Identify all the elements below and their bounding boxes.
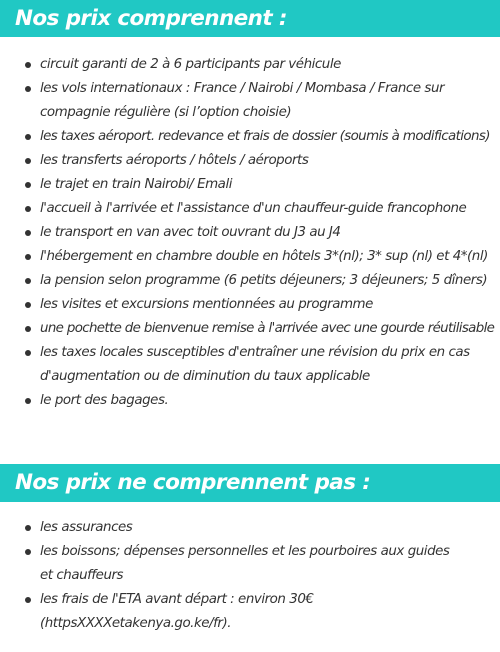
list-item: les transferts aéroports / hôtels / aéroports: [0, 149, 500, 173]
excluded-list: [0, 516, 500, 636]
list-item: les taxes aéroport. redevance et frais de dossier (soumis à modifications): [0, 125, 500, 149]
excluded-section-title: Nos prix ne comprennent pas :: [0, 464, 500, 502]
list-item: circuit garanti de 2 à 6 participants par véhicule: [0, 53, 500, 77]
list-item: les visites et excursions mentionnées au programme: [0, 293, 500, 317]
list-item: une pochette de bienvenue remise à l'arrivée avec une gourde réutilisable: [0, 317, 500, 341]
list-item: l'accueil à l'arrivée et l'assistance d'un chauffeur-guide francophone: [0, 197, 500, 221]
list-item: le trajet en train Nairobi/ Emali: [0, 173, 500, 197]
list-item: la pension selon programme (6 petits déjeuners; 3 déjeuners; 5 dîners): [0, 269, 500, 293]
list-item: les assurances: [0, 516, 500, 540]
included-list: [0, 53, 500, 413]
included-section-title: Nos prix comprennent :: [0, 0, 500, 37]
list-item: les vols internationaux : France / Nairobi / Mombasa / France sur compagnie régulière (si l’option choisie): [0, 77, 500, 125]
list-item: l'hébergement en chambre double en hôtels 3*(nl); 3* sup (nl) et 4*(nl): [0, 245, 500, 269]
list-item: le port des bagages.: [0, 389, 500, 413]
list-item: le transport en van avec toit ouvrant du J3 au J4: [0, 221, 500, 245]
list-item: les taxes locales susceptibles d'entraîner une révision du prix en cas d'augmentation ou de diminution du taux applicable: [0, 341, 500, 389]
list-item: les frais de l'ETA avant départ : environ 30€ (httpsXXXXetakenya.go.ke/fr).: [0, 588, 500, 636]
list-item: les boissons; dépenses personnelles et les pourboires aux guides et chauffeurs: [0, 540, 500, 588]
